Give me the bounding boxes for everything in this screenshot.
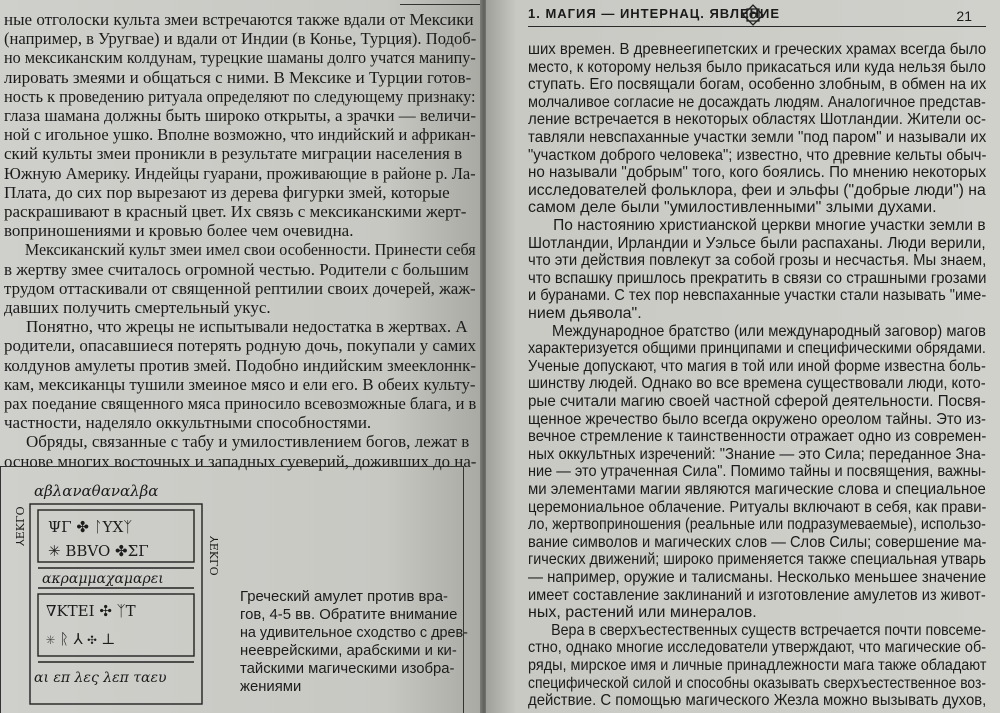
text-line: исследователей фольклора, феи и эльфы ("добрые люди") на — [528, 181, 986, 199]
text-line: колдунов амулеты против змей. Подобно индийским змееклоннк- — [4, 355, 476, 375]
text-line: Ученые допускают, что магия в той или иной форме известна боль- — [528, 357, 986, 375]
text-line: имеет составление заклинаний и изготовление амулетов из живот- — [528, 586, 986, 604]
text-line: Мексиканский культ змеи имел свои особенности. Принести себя — [24, 240, 476, 260]
text-line: и буранами. С тех пор невспаханные участки стали называть "име- — [528, 287, 987, 305]
text-line: тавляли невспаханные участки земли "под паром" и называли их — [528, 129, 987, 146]
amulet-glyph-row-2: ✳ ΒΒVO ✤ΣΓ — [48, 542, 149, 560]
amulet-side-text: ⅄ΕΚΓΟ — [207, 536, 220, 576]
amulet-side-text-left: ⅄ΕΚΓΟ — [14, 506, 27, 546]
text-line: стно, однако многие исследователи утверждают, что магические об- — [528, 639, 986, 657]
top-rule-fragment — [400, 0, 480, 5]
text-line: ступать. Его посвящали богам, особенно злобным, в обмен на их — [528, 76, 987, 94]
caption-line: жениями — [240, 678, 302, 695]
greek-amulet-drawing — [14, 476, 230, 708]
amulet-middle-text: ακραμμαχαμαρει — [42, 571, 164, 587]
amulet-glyph-row-1: ΨΓ ✤ ᛚΥΧᛉ — [48, 518, 133, 536]
text-line: ных, растений или минералов. — [528, 604, 757, 622]
text-line: По настоянию христианской церкви многие участки земли в — [553, 217, 986, 234]
text-line: Обряды, связанные с табу и умилостивлением богов, лежат в — [26, 432, 470, 452]
text-line: "участком доброго человека"; известно, что древние кельты обыч- — [528, 146, 987, 164]
amulet-glyph-row-4: ✳ ᚱ ⅄ ✣ ⊥ — [46, 630, 116, 648]
text-line: самом деле были "умилостивленными" злыми духами. — [528, 199, 937, 217]
text-line: специфической силой и способны оказывать сверхъестественное воз- — [528, 674, 987, 692]
right-page — [486, 0, 1000, 713]
caption-line: гов, 4-5 вв. Обратите внимание — [240, 606, 458, 623]
text-line: шинству людей. Однако во все времена существовали люди, кото- — [528, 375, 986, 393]
caption-line: нееврейскими, арабскими и ки- — [240, 642, 457, 659]
text-line: ряды, мирское имя и личные принадлежности мага также обладают — [528, 657, 987, 674]
text-line: ление встречается в некоторых областях Шотландии. Жители ос- — [528, 111, 986, 129]
text-line: ших времен. В древнеегипетских и греческих храмах всегда было — [528, 41, 987, 58]
text-line: ло, жертвоприношения (реальные или подразумеваемые), использо- — [528, 516, 986, 534]
text-line: щенное жречество было всегда окружено ореолом тайны. Это из- — [528, 410, 987, 428]
text-line: что вспашку пришлось прекратить в связи со страшными грозами — [528, 269, 987, 287]
text-line: частности, наделяло оккультными способностями. — [4, 413, 372, 433]
text-line: давших получить смертельный укус. — [4, 298, 271, 317]
page-number: 21 — [956, 8, 972, 24]
text-line: характеризуется общими принципами и специфическими обрядами. — [528, 340, 986, 358]
text-line: ной с игольное ушко. Вполне возможно, что индийский и африкан- — [4, 125, 476, 145]
text-line: ми элементами магии являются магические слова и специальное — [528, 481, 986, 498]
text-line: действие. С помощью магического Жезла можно вызывать духов, — [528, 692, 987, 710]
text-line: но мексиканским колдунам, турецкие шаманы долго учатся манипу- — [4, 48, 476, 68]
amulet-top-text: αβλαναθαναλβα — [34, 482, 159, 500]
text-line: ных оккультных изречений: "Знание — это Сила; переданное Зна- — [528, 445, 986, 463]
caption-line: на удивительное сходство с древ- — [240, 624, 468, 641]
text-line: нием дьявола". — [528, 305, 642, 322]
header-rule — [528, 26, 986, 27]
caption-line: Греческий амулет против вра- — [240, 588, 448, 605]
text-line: основе многих восточных и западных суеверий, доживших до на- — [4, 451, 477, 471]
text-line: место, к которому нельзя было прикасаться или куда нельзя было — [528, 58, 986, 76]
text-line: Международное братство (или международный заговор) магов — [552, 322, 986, 340]
text-line: Южную Америку. Индейцы гуарани, проживающие в районе р. Ла- — [4, 163, 476, 183]
running-head: 1. МАГИЯ — ИНТЕРНАЦ. ЯВЛЕНИЕ — [528, 6, 781, 21]
text-line: Шотландии, Ирландии и Уэльсе были распаханы. Люди верили, — [528, 234, 986, 252]
text-line: Понятно, что жрецы не испытывали недостатка в жертвах. А — [26, 317, 468, 337]
caption-line: тайскими магическими изобра- — [240, 660, 455, 677]
text-line: глаза шамана должны быть широко открыты, а зрачки — величи- — [4, 106, 477, 125]
text-line: — например, оружие и талисманы. Несколько меньшее значение — [528, 569, 987, 586]
text-line: но называли "добрым" того, кого боялись. По мнению некоторых — [528, 164, 987, 182]
text-line: Плата, до сих пор вырезают из дерева фигурки змей, которые — [4, 182, 450, 202]
text-line: гических движений; широко применяется также специальная утварь — [528, 551, 986, 569]
text-line: что эти действия повлекут за собой грозы и несчастья. Мы знаем, — [528, 252, 987, 270]
text-line: вечное стремление к таинственности отражает одно из современ- — [528, 428, 987, 446]
text-line: ные отголоски культа змеи встречаются также вдали от Мексики — [4, 10, 474, 29]
text-line: ский культы змеи проникли в результате миграции населения в — [4, 144, 463, 164]
text-line: в жертву змее считалось огромной честью. Родители с большим — [4, 259, 469, 279]
amulet-bottom-text: αι επ λες λεπ ταευ — [34, 670, 167, 686]
text-line: церемониальное облачение. Ритуалы включают в себя, как прави- — [528, 498, 987, 516]
text-line: вание символов и магических слов — Слов Силы; совершение ма- — [528, 533, 987, 551]
text-line: трудом оттаскивали от священной рептилии своих дочерей, жаж- — [4, 278, 476, 298]
amulet-glyph-row-3: ∇ΚΤΕΙ ✣ ᛉΤ — [46, 602, 136, 620]
left-page — [0, 0, 482, 713]
text-line: кам, мексиканцы тушили змеиное мясо и ели его. В обеих культу- — [4, 374, 476, 394]
figure-caption — [240, 588, 470, 696]
text-line: раскрашивают в красный цвет. Их связь с мексиканскими жерт- — [4, 202, 467, 221]
text-line: лировать змеями и общаться с ними. В Мексике и Турции готов- — [4, 67, 472, 87]
text-line: ние — это утраченная Сила". Помимо тайны и посвящения, важны- — [528, 463, 987, 481]
text-line: рые считали магию своей частной сферой деятельности. Посвя- — [528, 393, 986, 410]
text-line: ность к проведению ритуала определяют по следующему признаку: — [4, 86, 476, 106]
text-line: молчаливое согласие не досаждать людям. Аналогичное представ- — [528, 93, 986, 111]
text-line: Вера в сверхъестественных существ встречается почти повсеме- — [551, 621, 986, 639]
text-line: рах поедание священного мяса приносило всевозможные блага, и в — [4, 394, 477, 413]
text-line: (например, в Уругвае) и вдали от Индии (в Конье, Турция). Подоб- — [4, 29, 477, 49]
text-line: родители, опасавшиеся потерять родную дочь, покупали у самих — [4, 336, 477, 356]
text-line: воприношениями и кровью более чем очевидна. — [4, 221, 354, 241]
